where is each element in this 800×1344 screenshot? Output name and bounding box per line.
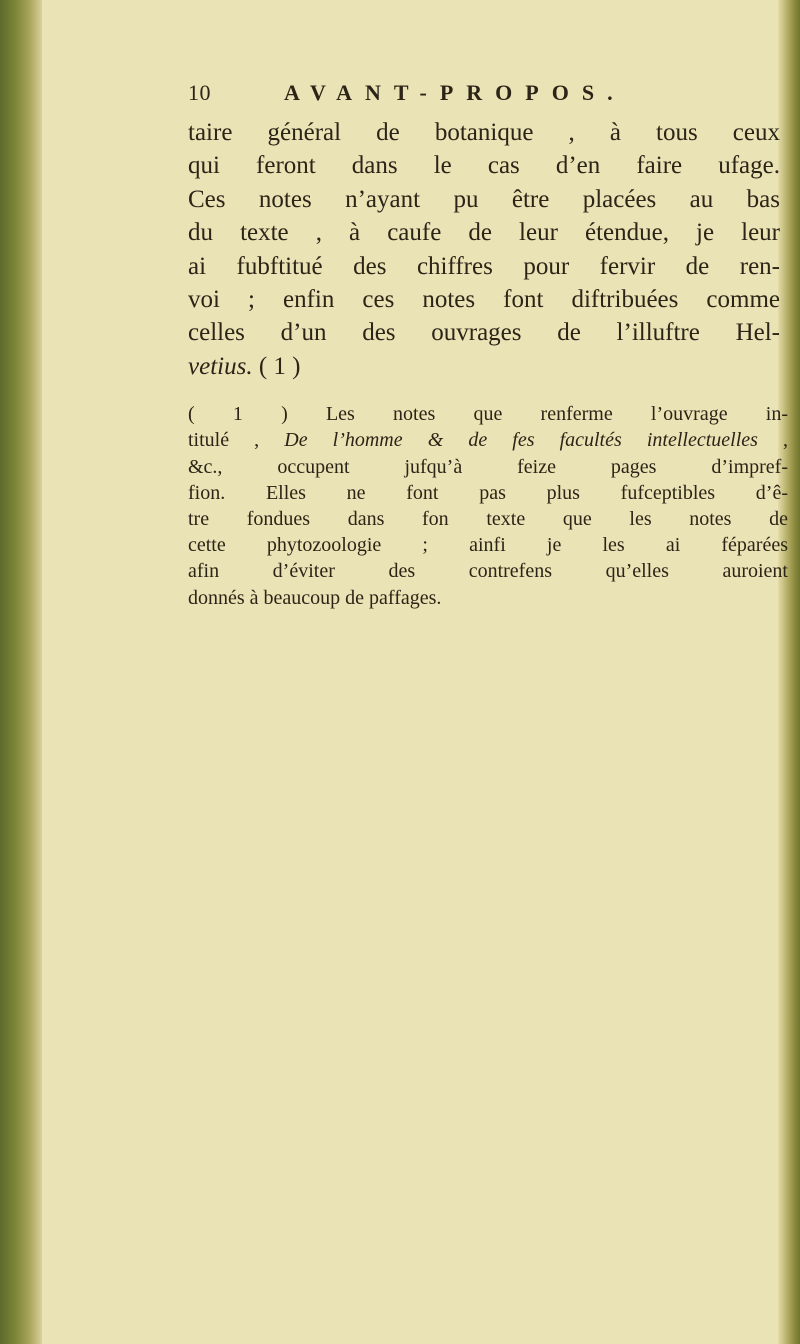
running-title: AVANT-PROPOS. [284,80,626,105]
body-line: du texte , à caufe de leur étendue, je leur [188,219,780,247]
footnote-line [188,427,788,453]
footnote-line-last: donnés à beaucoup de paffages. [188,586,442,609]
body-line: celles d’un des ouvrages de l’illuftre Hel- [188,319,780,347]
footnote-line: cette phytozoologie ; ainfi je les ai féparées [188,534,788,557]
page-content [188,80,788,611]
body-line: ai fubftitué des chiffres pour fervir de ren- [188,252,780,280]
page-number: 10 [188,80,211,105]
footnote-line: &c., occupent jufqu’à feize pages d’impref- [188,455,788,478]
footnote-text: titulé , [188,429,285,452]
body-line-last [188,350,780,383]
body-line: Ces notes n’ayant pu être placées au bas [188,185,780,213]
footnote-line: tre fondues dans fon texte que les notes de [188,508,788,531]
book-title-italic: De l’homme & de fes facultés intellectuelles [284,429,758,452]
body-line: taire général de botanique , à tous ceux [188,119,780,146]
footnote [188,401,788,611]
author-name-italic: vetius. [188,352,253,380]
body-line: qui feront dans le cas d’en faire ufage. [188,152,780,180]
body-line: voi ; enfin ces notes font diftribuées comme [188,286,780,314]
footnote-reference: ( 1 ) [252,352,301,380]
footnote-line: afin d’éviter des contrefens qu’elles auroient [188,560,788,583]
running-head [188,80,788,116]
footnote-text: , [757,429,788,452]
footnote-line: ( 1 ) Les notes que renferme l’ouvrage in- [188,403,788,426]
body-text [188,116,780,383]
page-left-edge [0,0,42,1344]
footnote-line: fion. Elles ne font pas plus fufceptibles d’ê- [188,481,788,504]
